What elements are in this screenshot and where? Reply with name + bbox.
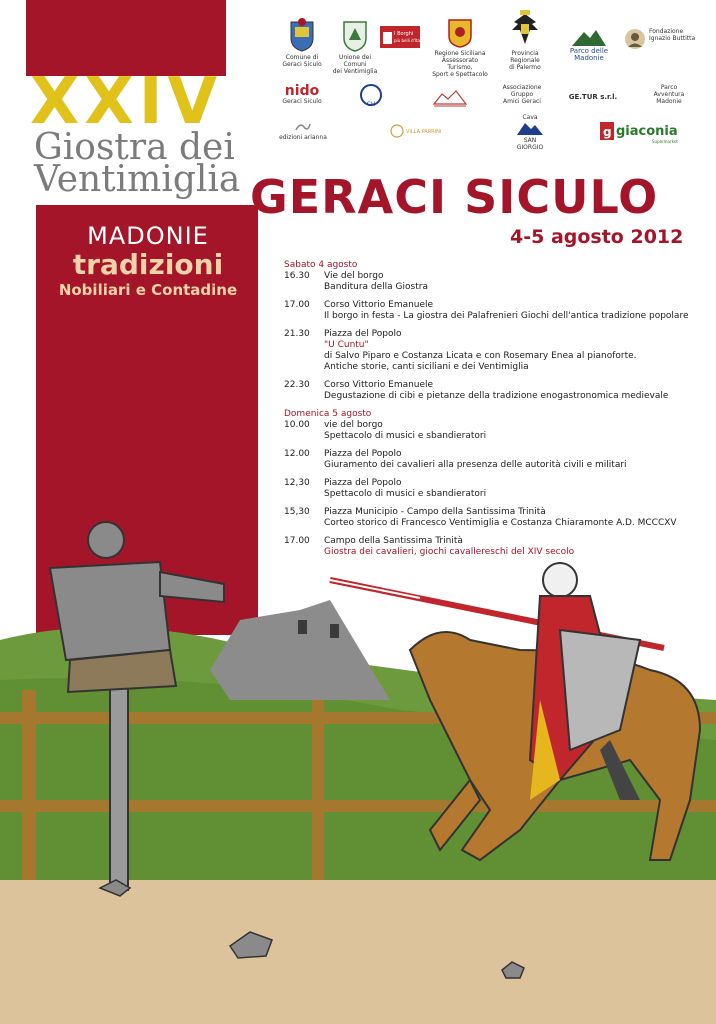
quintain-body [50, 562, 170, 660]
event-place: vie del borgo [324, 420, 383, 430]
event-description: Giuramento dei cavalieri alla presenza delle autorità civili e militari [324, 460, 627, 470]
svg-text:g: g [603, 125, 612, 139]
sicily-icon [447, 18, 473, 48]
event-place: Piazza del Popolo [324, 329, 402, 339]
event-description: Spettacolo di musici e sbandieratori [324, 431, 487, 441]
logo-text: Parco [660, 84, 678, 91]
logo-getur [568, 94, 618, 101]
event-description: Spettacolo di musici e sbandieratori [324, 489, 487, 499]
logo-text: Parco delle Madonie [569, 47, 609, 62]
logo-villa-parrini [388, 122, 444, 142]
event-description: Antiche storie, canti siciliani e dei Ventimiglia [324, 362, 529, 372]
fence-post [312, 700, 324, 880]
castle-window [330, 624, 339, 638]
program-item [284, 449, 704, 471]
logo-parco-madonie [560, 28, 618, 62]
logo-text: Gruppo [510, 91, 534, 98]
castle-ruin [210, 600, 390, 700]
program-item [284, 329, 704, 373]
logo-text: Fondazione [649, 28, 684, 35]
event-place: Piazza del Popolo [324, 449, 402, 459]
event-time: 22.30 [284, 380, 310, 390]
logo-ch [356, 84, 386, 110]
logo-text: Avventura [653, 91, 685, 98]
logo-text: Provincia Regionale [510, 50, 540, 64]
logo-landscape [430, 86, 470, 110]
badge-icon [390, 122, 442, 140]
fence-post [22, 690, 36, 880]
castle-icon [380, 26, 425, 48]
mountain-icon [572, 28, 606, 46]
logo-provincia-palermo [500, 10, 550, 71]
event-highlight: Giostra dei cavalieri, giochi cavallereschi del XIV secolo [324, 547, 575, 557]
logo-text: Geraci Siculo [282, 61, 322, 68]
swirl-icon [294, 122, 312, 132]
logo-text: Associazione [502, 84, 542, 91]
logo-giaconia [600, 120, 690, 148]
logo-text: dei Ventimiglia [332, 68, 378, 75]
event-place: Campo della Santissima Trinità [324, 536, 463, 546]
cave-icon [517, 121, 543, 135]
castle-window [298, 620, 307, 634]
logo-text: Comune di [285, 54, 319, 61]
logo-unione-comuni [328, 18, 382, 75]
logo-text: CH [366, 101, 376, 108]
quintain-head [88, 522, 124, 558]
logo-text: VILLA PARRINI [406, 129, 442, 135]
event-time: 12,30 [284, 478, 310, 488]
event-place: Corso Vittorio Emanuele [324, 380, 434, 390]
logo-text: Madonie [656, 98, 682, 105]
program-item [284, 300, 704, 322]
event-time: 10.00 [284, 420, 310, 430]
event-name-line2: Ventimiglia [34, 159, 241, 200]
logo-text: Sport e Spettacolo [432, 71, 488, 78]
event-time: 17.00 [284, 300, 310, 310]
event-time: 16.30 [284, 271, 310, 281]
logo-text: di Palermo [509, 64, 541, 71]
program-item [284, 478, 704, 500]
logo-text: GE.TUR s.r.l. [568, 93, 618, 101]
logo-text: Supermarket [652, 139, 678, 144]
event-description: Degustazione di cibi e pietanze della tradizione enogastronomica medievale [324, 391, 669, 401]
logo-text: Ignazio Buttitta [649, 35, 696, 42]
logo-comune-geraci [280, 18, 324, 68]
logo-parco-avventura [644, 84, 694, 105]
event-place: Piazza Municipio - Campo della Santissima Trinità [324, 507, 546, 517]
logo-text: edizioni arianna [279, 134, 327, 141]
event-time: 15,30 [284, 507, 310, 517]
day-heading: Sabato 4 agosto [284, 260, 358, 270]
fence-rail [0, 800, 716, 812]
landscape-icon [432, 86, 468, 108]
program-item [284, 380, 704, 402]
event-time: 17.00 [284, 536, 310, 546]
logo-nido [282, 84, 322, 105]
logo-text: Cava [522, 114, 538, 121]
logo-text: Amici Geraci [503, 98, 541, 105]
event-description: Banditura della Giostra [324, 282, 428, 292]
subtitle-line2: tradizioni [72, 248, 224, 281]
knight-helmet [543, 563, 577, 597]
program-item [284, 420, 704, 442]
nido-icon: nido [284, 83, 320, 99]
day-heading: Domenica 5 agosto [284, 409, 372, 419]
logo-fondazione-buttitta [624, 28, 704, 50]
giaconia-icon [600, 120, 688, 146]
event-time: 21.30 [284, 329, 310, 339]
ch-icon [358, 84, 384, 108]
event-description: di Salvo Piparo e Costanza Licata e con Rosemary Enea al pianoforte. [324, 351, 637, 361]
event-place: Piazza del Popolo [324, 478, 402, 488]
joust-illustration [0, 500, 716, 1024]
event-place: Corso Vittorio Emanuele [324, 300, 434, 310]
edition-number: XXIV [30, 65, 223, 139]
program-item [284, 271, 704, 293]
logo-text: Regione Siciliana [434, 50, 486, 57]
event-dates: 4-5 agosto 2012 [510, 226, 684, 248]
event-time: 12.00 [284, 449, 310, 459]
logo-text: giaconia [616, 124, 678, 139]
logo-text: Assessorato Turismo, [441, 57, 479, 71]
portrait-icon [624, 28, 646, 50]
logo-borghi [378, 26, 425, 50]
crest-icon [289, 18, 315, 52]
event-description: Corteo storico di Francesco Ventimiglia e Costanza Chiaramonte A.D. MCCCXV [324, 518, 677, 528]
logo-text: SAN GIORGIO [516, 137, 544, 151]
logo-text: più belli d'Italia [394, 38, 425, 43]
subtitle-line3: Nobiliari e Contadine [58, 281, 238, 299]
logo-regione-siciliana [430, 18, 490, 78]
logo-cava-san-giorgio [510, 114, 550, 151]
event-description: Il borgo in festa - La giostra dei Palafrenieri Giochi dell'antica tradizione popolare [324, 311, 689, 321]
logo-text: Unione dei Comuni [338, 54, 372, 68]
subtitle-line1: MADONIE [87, 222, 209, 250]
quintain-arm [160, 572, 224, 602]
lance-tip [330, 580, 420, 598]
event-place: Vie del borgo [324, 271, 384, 281]
logo-amici-geraci [492, 84, 552, 105]
crest-icon [341, 18, 369, 52]
sponsor-logos [270, 10, 710, 160]
event-name-line1: Giostra dei [34, 127, 235, 168]
event-highlight: "U Cuntu" [324, 340, 369, 350]
event-name [34, 127, 241, 200]
quintain-pole [110, 680, 128, 890]
town-name: GERACI SICULO [250, 170, 659, 224]
logo-text: Geraci Siculo [282, 98, 322, 105]
eagle-icon [510, 10, 540, 48]
logo-edizioni-arianna [278, 122, 328, 141]
logo-text: I Borghi [394, 31, 414, 37]
subtitle-block [48, 222, 248, 300]
